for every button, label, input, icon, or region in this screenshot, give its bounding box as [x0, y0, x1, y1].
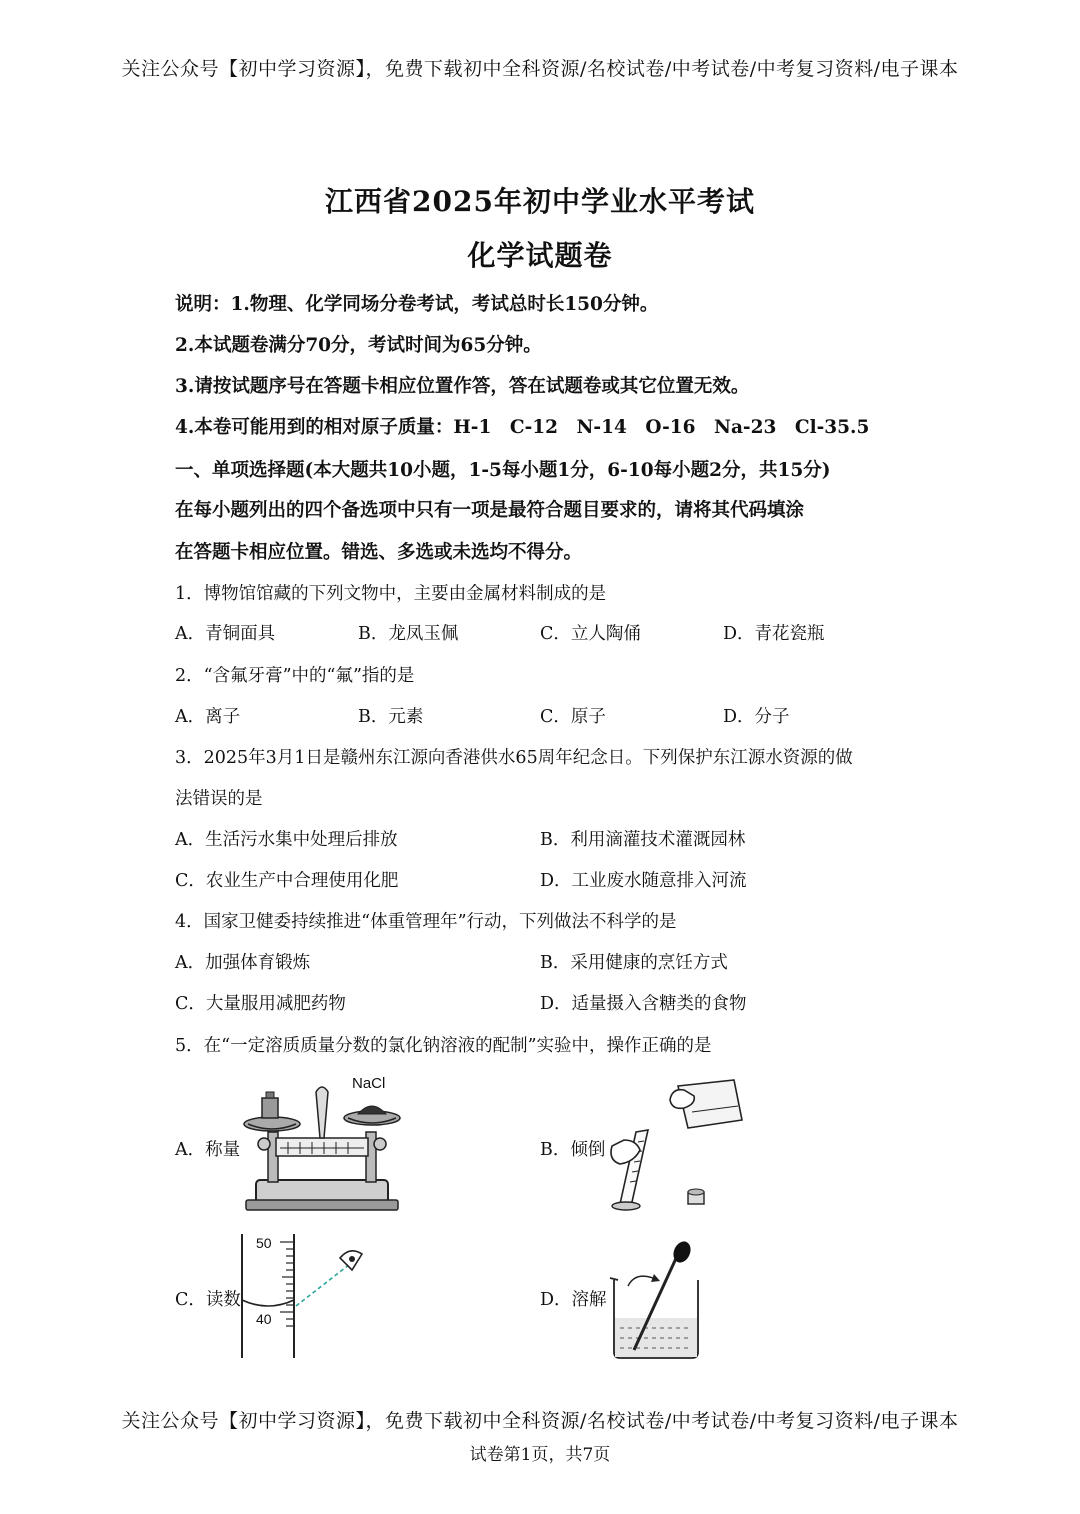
nacl-label: NaCl: [352, 1075, 386, 1092]
scale-mark-top: 50: [256, 1235, 272, 1251]
sight-line: [296, 1264, 350, 1306]
instruction-4: 4.本卷可能用到的相对原子质量：H-1 C-12 N-14 O-16 Na-23 Cl-35.5: [175, 417, 870, 438]
section-heading: 一、单项选择题(本大题共10小题，1-5每小题1分，6-10每小题2分，共15分): [175, 460, 831, 481]
scale-mark-bottom: 40: [256, 1311, 272, 1327]
question-4-option-a: A．加强体育锻炼: [175, 953, 311, 973]
instruction-3: 3.请按试题序号在答题卡相应位置作答，答在试题卷或其它位置无效。: [175, 376, 750, 397]
instruction-1: 说明：1.物理、化学同场分卷考试，考试总时长150分钟。: [175, 294, 659, 315]
question-1-option-b: B．龙凤玉佩: [358, 624, 459, 644]
scale-ruler: [276, 1138, 368, 1156]
banner-bottom: 关注公众号【初中学习资源】，免费下载初中全科资源/名校试卷/中考试卷/中考复习资料/电子课本: [121, 1410, 959, 1432]
question-1-option-d: D．青花瓷瓶: [723, 624, 825, 644]
question-3-option-a: A．生活污水集中处理后排放: [175, 830, 398, 850]
question-2-option-d: D．分子: [723, 707, 790, 727]
question-5-option-c-label: C．读数: [175, 1290, 241, 1310]
question-1-option-a: A．青铜面具: [175, 624, 276, 644]
question-3-stem-cont: 法错误的是: [175, 789, 263, 809]
question-4-stem: 4．国家卫健委持续推进“体重管理年”行动，下列做法不科学的是: [175, 912, 677, 932]
question-4-option-b: B．采用健康的烹饪方式: [540, 953, 728, 973]
question-5-option-a-label: A．称量: [175, 1140, 241, 1160]
question-3-option-c: C．农业生产中合理使用化肥: [175, 871, 399, 891]
scale-foot: [246, 1200, 398, 1210]
question-1-stem: 1．博物馆馆藏的下列文物中，主要由金属材料制成的是: [175, 584, 607, 604]
section-desc-1: 在每小题列出的四个备选项中只有一项是最符合题目要求的，请将其代码填涂: [175, 500, 805, 521]
instruction-2: 2.本试题卷满分70分，考试时间为65分钟。: [175, 335, 542, 356]
question-4-option-d: D．适量摄入含糖类的食物: [540, 994, 747, 1014]
banner-top: 关注公众号【初中学习资源】，免费下载初中全科资源/名校试卷/中考试卷/中考复习资料/电子课本: [121, 58, 959, 80]
question-5-option-b-label: B．倾倒: [540, 1140, 606, 1160]
question-2-stem: 2．“含氟牙膏”中的“氟”指的是: [175, 666, 415, 686]
question-3-stem: 3．2025年3月1日是赣州东江源向香港供水65周年纪念日。下列保护东江源水资源的做: [175, 748, 853, 768]
weight-block: [262, 1098, 278, 1118]
question-2-option-a: A．离子: [175, 707, 241, 727]
scale-pointer: [316, 1087, 328, 1138]
dissolving-figure: [606, 1240, 710, 1362]
question-5-option-d-label: D．溶解: [540, 1290, 607, 1310]
section-desc-2: 在答题卡相应位置。错选、多选或未选均不得分。: [175, 542, 583, 563]
salt-pile: [358, 1106, 386, 1114]
question-4-option-c: C．大量服用减肥药物: [175, 994, 346, 1014]
question-3-option-b: B．利用滴灌技术灌溉园林: [540, 830, 746, 850]
pouring-figure: [606, 1076, 754, 1216]
page-number: 试卷第1页，共7页: [469, 1445, 611, 1465]
question-3-option-d: D．工业废水随意排入河流: [540, 871, 747, 891]
question-1-option-c: C．立人陶俑: [540, 624, 641, 644]
question-5-stem: 5．在“一定溶质质量分数的氯化钠溶液的配制”实验中，操作正确的是: [175, 1036, 712, 1056]
reading-figure: [236, 1228, 370, 1362]
exam-subtitle: 化学试题卷: [467, 239, 613, 272]
balance-scale-figure: [236, 1068, 406, 1214]
question-2-option-b: B．元素: [358, 707, 424, 727]
question-2-option-c: C．原子: [540, 707, 606, 727]
scale-ticks: [280, 1242, 294, 1326]
exam-title: 江西省2025年初中学业水平考试: [325, 185, 755, 218]
